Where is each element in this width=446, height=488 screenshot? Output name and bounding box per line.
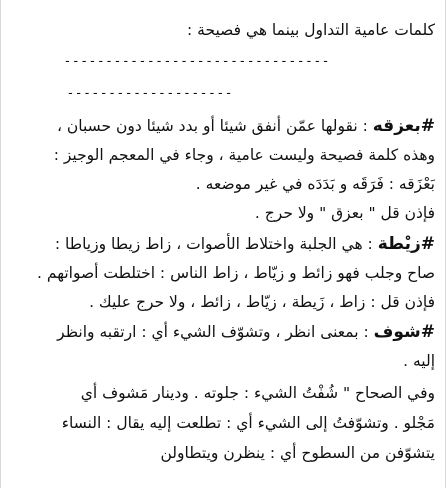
entry-3-definition-line-4: مَجْلو . وتشوّفتُ إلى الشيء أي : تطلعت إليه يقال : النساء	[61, 414, 435, 432]
entry-2-definition-line-3: فإذن قل : زاط ، زَيطة ، زيّاط ، زائط ، ولا حرج عليك .	[89, 293, 435, 311]
entry-1-definition-line-3: بَعْزَقه : فَرَقَه و بَدَدَه في غير موضعه .	[195, 175, 435, 193]
entry-3-definition-line-1	[9, 320, 435, 344]
entry-3-definition-line-5: يتشوّفن من السطوح أي : ينظرن ويتطاولن	[160, 444, 435, 462]
entry-1-definition-line-2: وهذه كلمة فصيحة وليست عامية ، وجاء في المعجم الوجيز :	[53, 146, 435, 164]
entry-2-text: : هي الجلبة واختلاط الأصوات ، زاط زيطا وزياطا :	[54, 235, 378, 253]
entry-1-definition-line-1	[9, 114, 435, 138]
separator-long: --------------------------------	[63, 54, 330, 69]
hashtag-ba3zaqa[interactable]: #بعزقه	[372, 116, 435, 136]
entry-3-definition-line-3: وفي الصحاح " شُفْتُ الشيء : جلوته . ودينار مَشوف أي	[80, 384, 435, 402]
separator-short: --------------------	[66, 86, 233, 101]
entry-2-definition-line-2: صاح وجلب فهو زائط و زيّاط ، زاط الناس : اختلطت أصواتهم .	[37, 264, 435, 282]
post-title: كلمات عامية التداول بينما هي فصيحة :	[186, 21, 435, 39]
hashtag-zeita[interactable]: #زيْطة	[377, 234, 435, 254]
entry-2-definition-line-1	[9, 232, 435, 256]
hashtag-shoof[interactable]: #شوف	[373, 322, 435, 342]
entry-1-definition-line-4: فإذن قل " بعزق " ولا حرج .	[254, 204, 435, 222]
entry-3-definition-line-2: إليه .	[403, 352, 435, 370]
entry-3-text: : بمعنى انظر ، وتشوّف الشيء أي : ارتقبه وانظر	[57, 323, 374, 341]
entry-1-text: : نقولها عمّن أنفق شيئا أو بدد شيئا دون حسبان ،	[56, 117, 373, 135]
